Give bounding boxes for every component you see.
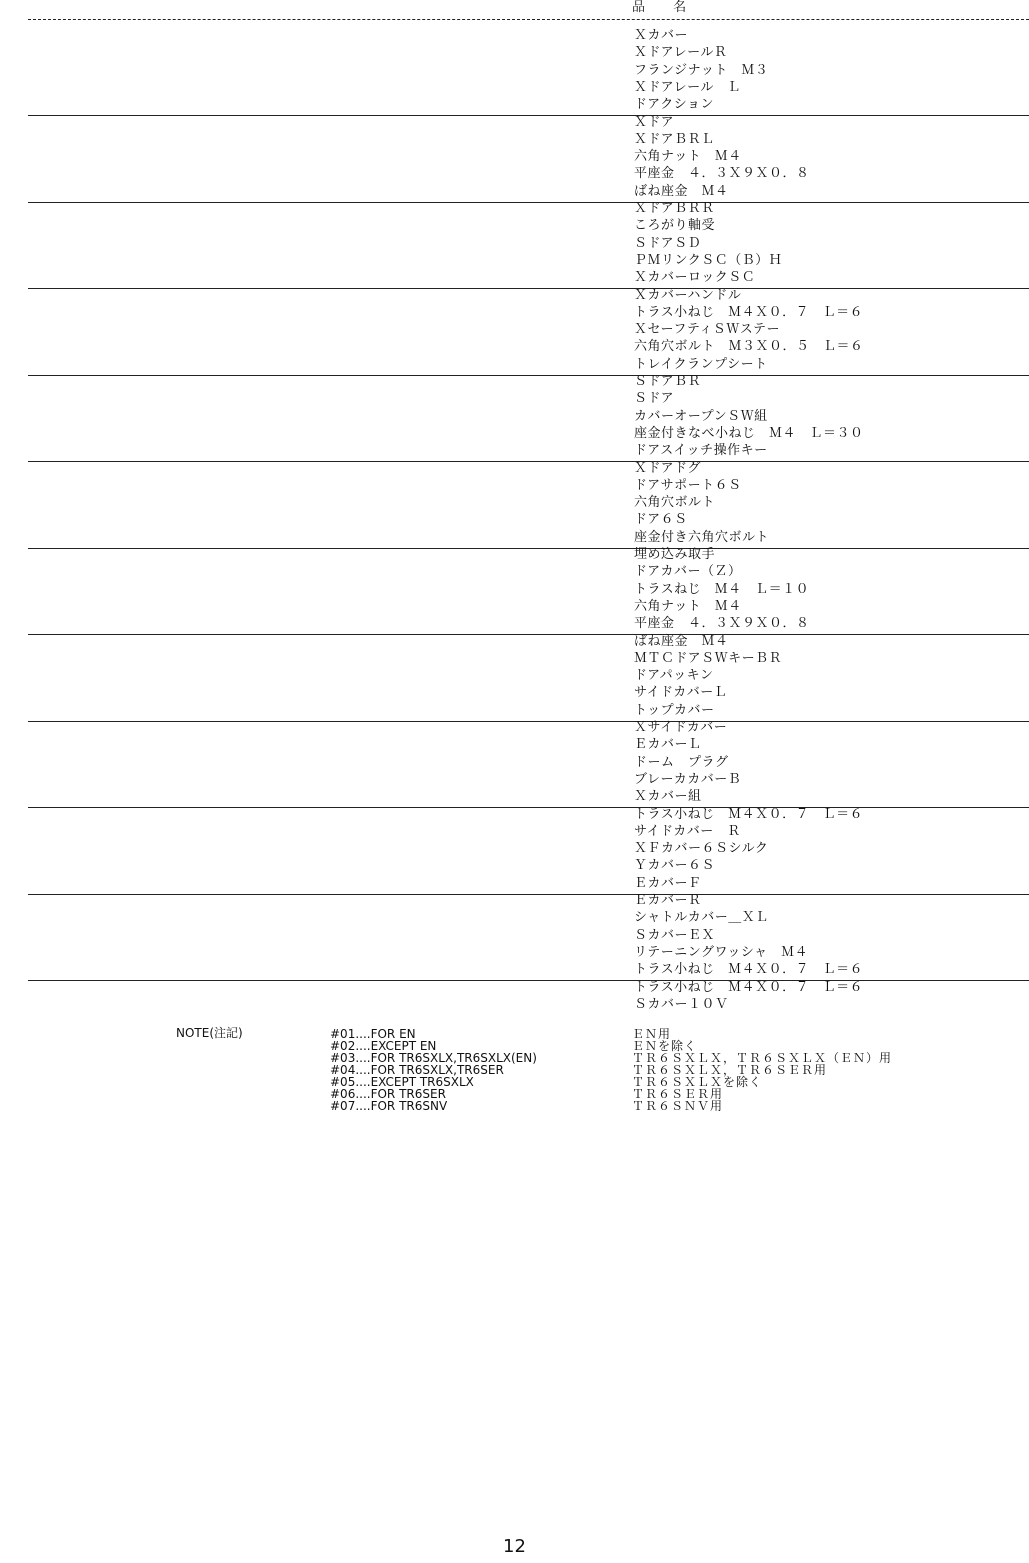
part-name: ドアスイッチ操作キー [634,443,768,459]
part-name: トラス小ねじ Ｍ４Ｘ０．７ Ｌ＝６ [634,962,864,978]
part-name: 座金付き六角穴ボルト [634,529,770,545]
part-name: ＸドアＢＲＲ [634,201,715,216]
note-code: #07....FOR TR6SNV [330,1099,448,1113]
part-group-divider [28,809,1029,895]
part-name: トレイクランプシート [634,356,768,372]
note-code: #05....EXCEPT TR6SXLX [330,1075,474,1089]
part-name: 埋め込み取手 [634,547,716,562]
part-name: トラスねじ Ｍ４ Ｌ＝１０ [634,581,810,597]
part-name: ドアクション [634,97,714,113]
page-number: 12 [503,1536,526,1557]
note-description: ＥＮ用 [632,1027,672,1041]
part-name: Ｘカバー組 [634,789,702,805]
part-group-divider [28,895,1029,981]
part-name: 平座金 ４．３Ｘ９Ｘ０．８ [634,166,810,182]
part-group-divider [28,30,1029,116]
part-name: 六角ナット Ｍ４ [634,149,742,165]
part-name: 六角穴ボルト Ｍ３Ｘ０．５ Ｌ＝６ [634,339,864,355]
part-name: Ｘサイドカバー [634,720,728,735]
part-name: ドア６Ｓ [634,512,688,528]
note-description: ＴＲ６ＳＸＬＸを除く [632,1075,763,1089]
note-title: NOTE(注記) [176,1026,243,1040]
part-group-divider [28,376,1029,462]
part-name: ＸＦカバー６Ｓシルク [634,841,769,857]
note-code: #06....FOR TR6SER [330,1087,446,1101]
part-name: カバーオープンＳＷ組 [634,408,768,424]
part-name: リテーニングワッシャ Ｍ４ [634,944,809,960]
part-name: 平座金 ４．３Ｘ９Ｘ０．８ [634,616,810,632]
part-name: Ｘカバー [634,28,689,43]
part-name: ＸカバーロックＳＣ [634,270,756,286]
part-name: 六角ナット Ｍ４ [634,598,742,614]
note-description: ＥＮを除く [632,1039,698,1053]
part-name: Ｓカバー１０Ｖ [634,996,729,1012]
part-name: ＰＭリンクＳＣ（Ｂ）Ｈ [634,252,783,268]
part-name: Ｓドア [634,391,675,407]
header-divider [28,19,1029,20]
part-name: ころがり軸受 [634,218,716,234]
part-group-divider [28,722,1029,808]
part-name: Ｘドアレール Ｌ [634,79,741,95]
part-name: フランジナット Ｍ３ [634,62,769,78]
part-name: ばね座金 Ｍ４ [634,183,729,199]
part-group-divider [28,117,1029,203]
part-name: Ｘカバーハンドル [634,287,742,303]
part-name: Ｘドア [634,114,675,130]
part-name: ＥカバーＬ [634,737,702,753]
part-name: ドアカバー（Ｚ） [634,564,742,580]
part-name: ブレーカカバーＢ [634,771,742,787]
note-description: ＴＲ６ＳＮＶ用 [632,1099,724,1113]
part-group-divider [28,463,1029,549]
part-name: ＥカバーＲ [634,893,702,908]
part-name: ばね座金 Ｍ４ [634,633,729,649]
part-group-divider [28,636,1029,722]
part-name: トラス小ねじ Ｍ４Ｘ０．７ Ｌ＝６ [634,304,864,320]
part-name: シャトルカバー＿ＸＬ [634,910,769,926]
note-description: ＴＲ６ＳＸＬＸ，ＴＲ６ＳＥＲ用 [632,1063,828,1077]
part-name: サイドカバーＬ [634,685,728,701]
part-name: ＥカバーＦ [634,875,702,891]
note-description: ＴＲ６ＳＸＬＸ，ＴＲ６ＳＸＬＸ（ＥＮ）用 [632,1051,893,1065]
part-name: Ｘドアドグ [634,460,701,476]
column-header-part-name: 品 名 [632,0,699,15]
part-name: ＸドアレールＲ [634,45,728,61]
part-name: トップカバー [634,702,715,718]
part-name: Ｙカバー６Ｓ [634,858,716,874]
note-code: #04....FOR TR6SXLX,TR6SER [330,1063,504,1077]
part-group-divider [28,203,1029,289]
part-name: トラス小ねじ Ｍ４Ｘ０．７ Ｌ＝６ [634,979,864,995]
part-name: トラス小ねじ Ｍ４Ｘ０．７ Ｌ＝６ [634,806,864,822]
part-group-divider [28,549,1029,635]
part-name: ドーム プラグ [634,754,729,770]
part-name: ＭＴＣドアＳＷキーＢＲ [634,650,783,666]
part-name: サイドカバー Ｒ [634,823,741,839]
part-name: ＳドアＳＤ [634,235,702,251]
part-name: ＸセーフティＳＷステー [634,322,781,338]
part-name: ドアサポート６Ｓ [634,477,742,493]
note-code: #02....EXCEPT EN [330,1039,437,1053]
part-name: 六角穴ボルト [634,495,716,511]
part-name: ＳカバーＥＸ [634,927,716,943]
part-group-divider [28,290,1029,376]
part-name: ＸドアＢＲＬ [634,131,715,147]
part-name: 座金付きなべ小ねじ Ｍ４ Ｌ＝３０ [634,425,864,441]
part-name: ＳドアＢＲ [634,374,702,389]
note-code: #03....FOR TR6SXLX,TR6SXLX(EN) [330,1051,537,1065]
part-name: ドアパッキン [634,668,714,684]
note-description: ＴＲ６ＳＥＲ用 [632,1087,724,1101]
note-code: #01....FOR EN [330,1027,416,1041]
